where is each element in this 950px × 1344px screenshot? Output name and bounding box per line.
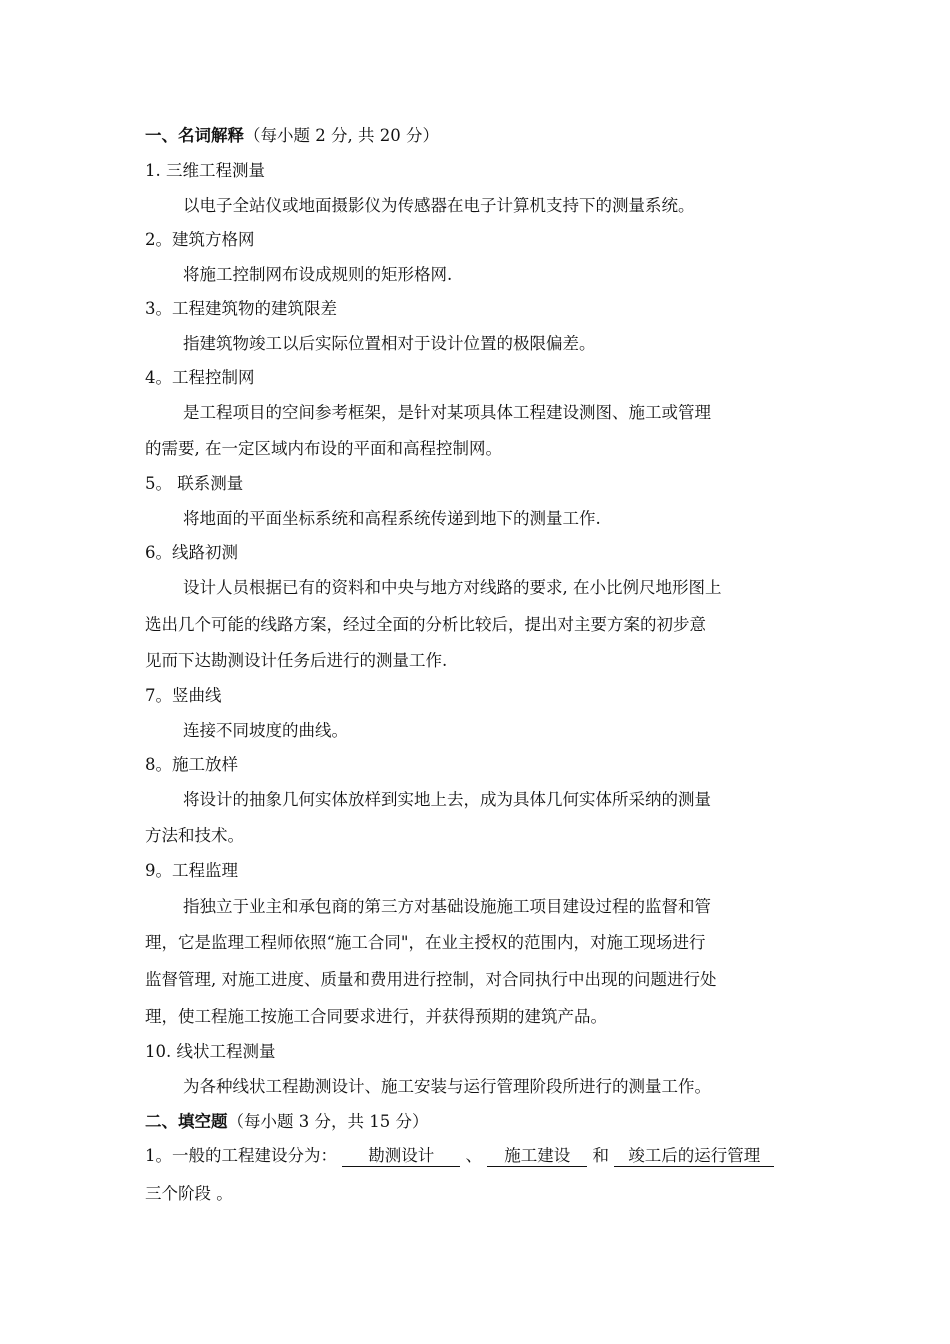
term-title: 6。线路初测 <box>145 543 238 562</box>
term-definition: 见而下达勘测设计任务后进行的测量工作. <box>145 651 448 670</box>
section-title: 二、填空题 <box>145 1112 228 1131</box>
separator: 、 <box>465 1146 482 1165</box>
section-title: 一、名词解释 <box>145 126 244 145</box>
term-definition: 指独立于业主和承包商的第三方对基础设施施工项目建设过程的监督和管 <box>183 897 711 916</box>
section-note: （每小题 3 分，共 15 分） <box>227 1112 429 1131</box>
term-title: 8。施工放样 <box>145 755 238 774</box>
term-definition: 理，它是监理工程师依照“施工合同"，在业主授权的范围内，对施工现场进行 <box>145 933 706 952</box>
term-definition: 是工程项目的空间参考框架，是针对某项具体工程建设测图、施工或管理 <box>183 403 711 422</box>
term-title: 7。竖曲线 <box>145 686 222 705</box>
separator: 和 <box>592 1146 609 1165</box>
term-definition: 理，使工程施工按施工合同要求进行，并获得预期的建筑产品。 <box>145 1007 607 1026</box>
term-title: 9。工程监理 <box>145 861 238 880</box>
section-note: （每小题 2 分, 共 20 分） <box>244 126 439 145</box>
answer-blank-2: 施工建设 <box>487 1146 587 1167</box>
term-definition: 指建筑物竣工以后实际位置相对于设计位置的极限偏差。 <box>183 334 596 353</box>
answer-blank-1: 勘测设计 <box>342 1146 460 1167</box>
term-definition: 连接不同坡度的曲线。 <box>183 721 348 740</box>
term-definition: 以电子全站仪或地面摄影仪为传感器在电子计算机支持下的测量系统。 <box>183 196 695 215</box>
term-title: 1. 三维工程测量 <box>145 161 265 180</box>
term-definition: 将施工控制网布设成规则的矩形格网. <box>183 265 453 284</box>
question-prefix: 1。一般的工程建设分为： <box>145 1146 337 1165</box>
section-heading <box>145 1111 810 1133</box>
term-definition: 设计人员根据已有的资料和中央与地方对线路的要求, 在小比例尺地形图上 <box>183 578 722 597</box>
term-title: 4。工程控制网 <box>145 368 255 387</box>
section-heading <box>145 125 810 147</box>
term-definition: 选出几个可能的线路方案，经过全面的分析比较后，提出对主要方案的初步意 <box>145 615 706 634</box>
answer-blank-3: 竣工后的运行管理 <box>614 1146 774 1167</box>
fill-blank-question <box>145 1145 810 1167</box>
term-definition: 的需要, 在一定区域内布设的平面和高程控制网。 <box>145 439 502 458</box>
term-definition: 方法和技术。 <box>145 826 244 845</box>
term-definition: 将地面的平面坐标系统和高程系统传递到地下的测量工作. <box>183 509 601 528</box>
question-suffix: 三个阶段 。 <box>145 1184 233 1203</box>
term-title: 2。建筑方格网 <box>145 230 255 249</box>
term-title: 5。 联系测量 <box>145 474 244 493</box>
term-title: 10. 线状工程测量 <box>145 1042 276 1061</box>
term-definition: 将设计的抽象几何实体放样到实地上去，成为具体几何实体所采纳的测量 <box>183 790 711 809</box>
term-title: 3。工程建筑物的建筑限差 <box>145 299 337 318</box>
term-definition: 为各种线状工程勘测设计、施工安装与运行管理阶段所进行的测量工作。 <box>183 1077 711 1096</box>
term-definition: 监督管理, 对施工进度、质量和费用进行控制，对合同执行中出现的问题进行处 <box>145 970 717 989</box>
